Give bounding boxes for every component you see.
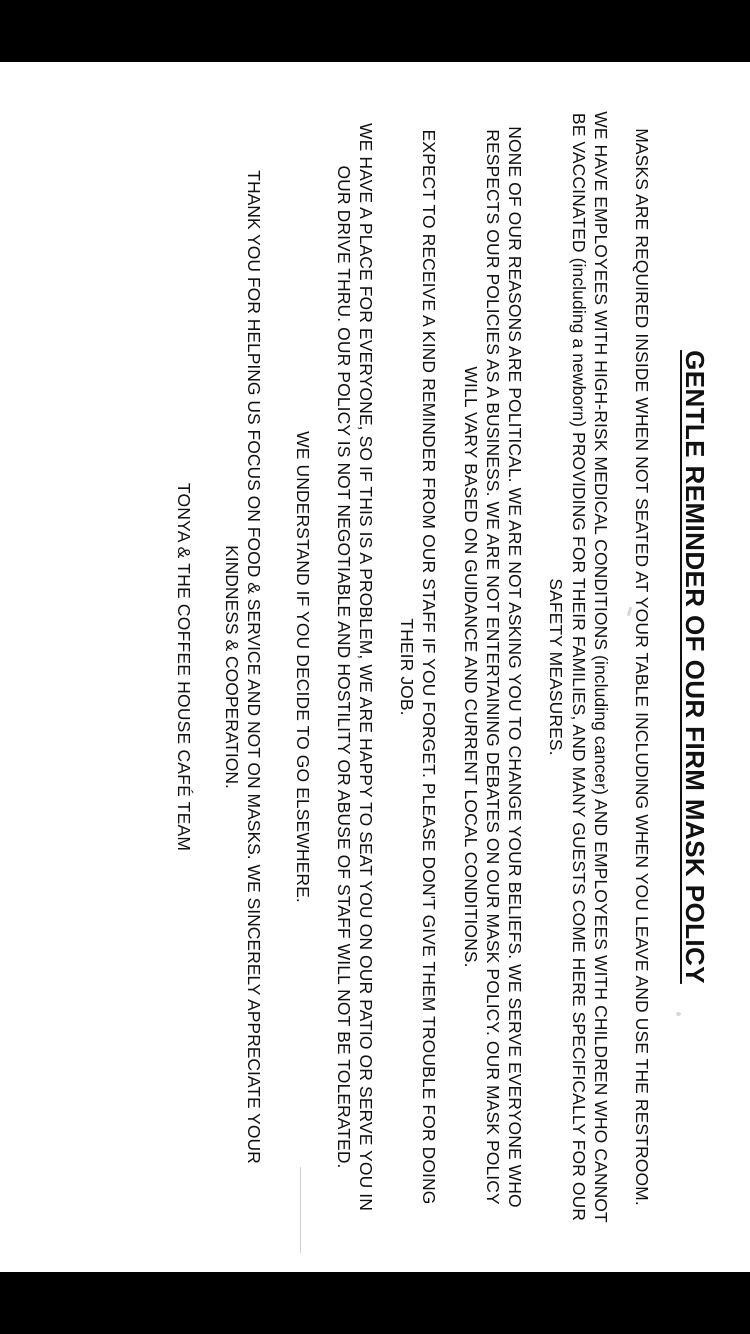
policy-paragraph-3: NONE OF OUR REASONS ARE POLITICAL. WE ARE NOT ASKING YOU TO CHANGE YOUR BELIEFS. WE SERVE EVERYONE WHO RESPECTS OUR POLICIES AS A BUSINESS. WE ARE NOT ENTERTAINING DEBATES ON OUR MASK POLICY. OUR MASK POLICY WILL VARY BASED ON GUIDANCE AND CURRENT LOCAL CONDITIONS. xyxy=(460,126,526,1208)
scan-artifact-dot xyxy=(676,1012,681,1016)
document-body xyxy=(0,62,750,1272)
policy-paragraph-2: WE HAVE EMPLOYEES WITH HIGH-RISK MEDICAL CONDITIONS (including cancer) AND EMPLOYEES WITH CHILDREN WHO CANNOT BE VACCINATED (including a newborn) PROVIDING FOR THEIR FAMILIES, AND MANY GUESTS COME HERE SPECIFICALLY FOR OUR SAFETY MEASURES. xyxy=(546,111,611,1223)
policy-paragraph-1: MASKS ARE REQUIRED INSIDE WHEN NOT SEATED AT YOUR TABLE INCLUDING WHEN YOU LEAVE AND USE THE RESTROOM. xyxy=(632,128,652,1206)
scan-artifact-line xyxy=(300,1167,301,1253)
page-title: GENTLE REMINDER OF OUR FIRM MASK POLICY xyxy=(680,350,710,984)
signature-line: TONYA & THE COFFEE HOUSE CAFÉ TEAM xyxy=(173,482,194,852)
closing-statement: THANK YOU FOR HELPING US FOCUS ON FOOD & SERVICE AND NOT ON MASKS. WE SINCERELY APPRECIATE YOUR KINDNESS & COOPERATION. xyxy=(221,170,265,1164)
policy-paragraph-6: WE UNDERSTAND IF YOU DECIDE TO GO ELSEWHERE. xyxy=(292,431,313,903)
rotated-document xyxy=(0,62,750,1272)
letterbox-bottom xyxy=(0,1272,750,1334)
letterbox-top xyxy=(0,0,750,62)
scanned-page xyxy=(0,62,750,1272)
policy-paragraph-5: WE HAVE A PLACE FOR EVERYONE, SO IF THIS IS A PROBLEM, WE ARE HAPPY TO SEAT YOU ON OUR PATIO OR SERVE YOU IN OUR DRIVE THRU. OUR POLICY IS NOT NEGOTIABLE AND HOSTILITY OR ABUSE OF STAFF WILL NOT BE TOLERATED. xyxy=(333,123,377,1211)
policy-paragraph-4: EXPECT TO RECEIVE A KIND REMINDER FROM OUR STAFF IF YOU FORGET. PLEASE DON'T GIVE THEM TROUBLE FOR DOING THEIR JOB. xyxy=(397,129,440,1205)
